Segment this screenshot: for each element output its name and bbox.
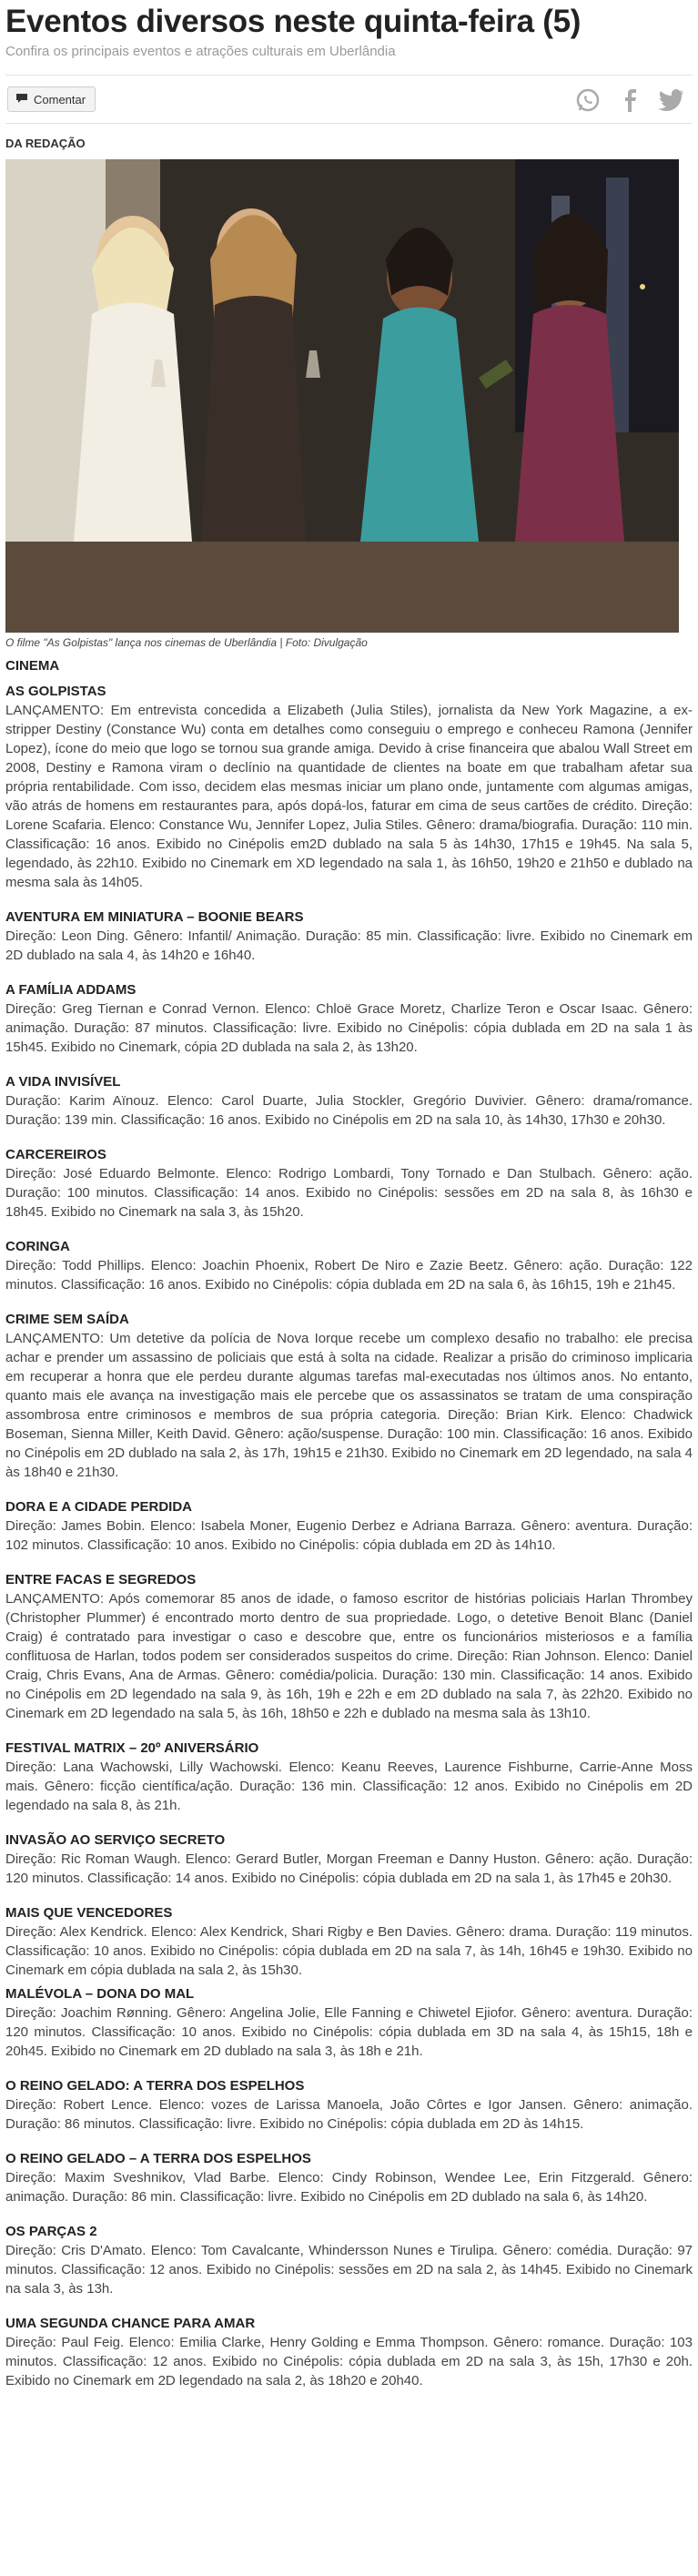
- movie-title: UMA SEGUNDA CHANCE PARA AMAR: [5, 2316, 256, 2331]
- movie-title: CARCEREIROS: [5, 1147, 106, 1162]
- movie-title: AS GOLPISTAS: [5, 684, 106, 699]
- movie-title: CRIME SEM SAÍDA: [5, 1312, 129, 1327]
- movie-description: Duração: Karim Aïnouz. Elenco: Carol Duarte, Julia Stockler, Gregório Duvivier. Gênero: drama/romance. Duração: 139 min. Classificação: 16 anos. Exibido no Cinépolis em 2D na sala 10, às 14h30, 17h30 e 20h30.: [5, 1093, 693, 1128]
- movie-entry: [5, 1985, 693, 2061]
- movie-entry: [5, 1311, 693, 1482]
- movie-description: Direção: Maxim Sveshnikov, Vlad Barbe. Elenco: Cindy Robinson, Wendee Lee, Erin Fitzgerald. Gênero: animação. Duração: 86 min. Classificação: livre. Exibido no Cinépolis em 2D dublado na sala 6, às 14h20.: [5, 2170, 693, 2205]
- movie-entry: [5, 1831, 693, 1888]
- movie-description: Direção: Cris D'Amato. Elenco: Tom Cavalcante, Whindersson Nunes e Tirulipa. Gênero: comédia. Duração: 97 minutos. Classificação: 12 anos. Exibido no Cinépolis: sessões em 2D na sala 2, às 14h45. Exibido no Cinemark na sala 3, às 13h.: [5, 2243, 693, 2297]
- movie-entry: [5, 908, 693, 965]
- movie-description: LANÇAMENTO: Um detetive da polícia de Nova Iorque recebe um complexo desafio no trabalho: ele precisa achar e prender um assassino de policiais que está à solta na cidade. Realizar a prisão do criminoso implicaria em recuperar a honra que ele perdeu durante algumas tarefas mal-executadas nos últimos anos. No entanto, quanto mais ele avança na investigação mais ele percebe que os assassinatos se tratam de uma conspiração assombrosa entre criminosos e membros de sua própria categoria. Direção: Brian Kirk. Elenco: Chadwick Boseman, Sienna Miller, Keith David. Gênero: ação/suspense. Duração: 100 min. Classificação: 16 anos. Exibido no Cinépolis em 2D dublado na sala 2, às 17h, 19h15 e 21h30. Exibido no Cinemark em 2D legendado, na sala 4 às 18h40 e 21h30.: [5, 1331, 693, 1480]
- movie-description: Direção: Paul Feig. Elenco: Emilia Clarke, Henry Golding e Emma Thompson. Gênero: romance. Duração: 103 minutos. Classificação: 12 anos. Exibido no Cinépolis: cópia dublada em 2D na sala 3, às 15h, 17h30 e 20h. Exibido no Cinemark em 2D legendado na sala 2, às 18h20 e 20h40.: [5, 2335, 693, 2388]
- section-title: CINEMA: [5, 658, 60, 674]
- movie-description: Direção: James Bobin. Elenco: Isabela Moner, Eugenio Derbez e Adriana Barraza. Gênero: aventura. Duração: 102 minutos. Classificação: 10 anos. Exibido no Cinépolis: cópia dublada em 2D às 14h10.: [5, 1518, 693, 1553]
- comment-icon: [15, 93, 28, 106]
- movie-title: FESTIVAL MATRIX – 20º ANIVERSÁRIO: [5, 1740, 259, 1756]
- movie-description: Direção: Ric Roman Waugh. Elenco: Gerard Butler, Morgan Freeman e Danny Huston. Gênero: ação. Duração: 120 minutos. Classificação: 14 anos. Exibido no Cinépolis: cópia dublada em 2D na sala 1, às 17h45 e 20h30.: [5, 1851, 693, 1886]
- movie-title: AVENTURA EM MINIATURA – BOONIE BEARS: [5, 909, 304, 925]
- movie-title: A FAMÍLIA ADDAMS: [5, 982, 137, 998]
- movie-title: MALÉVOLA – DONA DO MAL: [5, 1986, 195, 2002]
- share-buttons: [572, 86, 687, 115]
- movie-entry: [5, 2150, 693, 2206]
- facebook-icon[interactable]: [614, 86, 645, 115]
- movie-entry: [5, 2223, 693, 2298]
- movie-list: [5, 683, 693, 2390]
- movie-description: Direção: José Eduardo Belmonte. Elenco: Rodrigo Lombardi, Tony Tornado e Dan Stulbach. Gênero: ação. Duração: 100 minutos. Classificação: 14 anos. Exibido no Cinépolis: sessões em 2D na sala 8, às 16h30 e 18h45. Exibido no Cinemark na sala 3, às 15h20.: [5, 1166, 693, 1220]
- movie-description: Direção: Robert Lence. Elenco: vozes de Larissa Manoela, João Côrtes e Igor Jansen. Gênero: animação. Duração: 86 minutos. Classificação: livre. Exibido no Cinépolis: cópia dublada em 2D às 14h15.: [5, 2097, 693, 2132]
- movie-title: INVASÃO AO SERVIÇO SECRETO: [5, 1832, 226, 1848]
- movie-description: LANÇAMENTO: Em entrevista concedida a Elizabeth (Julia Stiles), jornalista da New York Magazine, a ex-stripper Destiny (Constance Wu) conta em detalhes como conseguiu o emprego e conheceu Ramona (Jennifer Lopez), ícone do meio que logo se tornou sua grande amiga. Devido à crise financeira que abalou Wall Street em 2008, Destiny e Ramona viram o declínio na quantidade de clientes na boate em que trabalham afetar sua própria rentabilidade. Com isso, decidem elas mesmas iniciar um plano onde, juntamente com algumas amigas, vão atrás de homens em restaurantes para, após dopá-los, faturar em cima de seus cartões de crédito. Direção: Lorene Scafaria. Elenco: Constance Wu, Jennifer Lopez, Julia Stiles. Gênero: drama/biografia. Duração: 110 min. Classificação: 16 anos. Exibido no Cinépolis em2D dublado na sala 5 às 14h30, 17h15 e 19h45. Na sala 5, legendado, às 22h10. Exibido no Cinemark em XD legendado na sala 1, às 16h50, 19h20 e 21h50 e dublado na mesma sala às 14h05.: [5, 703, 693, 890]
- movie-description: Direção: Leon Ding. Gênero: Infantil/ Animação. Duração: 85 min. Classificação: livre. Exibido no Cinemark em 2D dublado na sala 4, às 14h20 e 16h40.: [5, 928, 693, 963]
- article-toolbar: [5, 75, 693, 124]
- movie-entry: [5, 1498, 693, 1555]
- movie-title: O REINO GELADO – A TERRA DOS ESPELHOS: [5, 2151, 311, 2166]
- byline: DA REDAÇÃO: [5, 137, 86, 150]
- movie-entry: [5, 1146, 693, 1222]
- movie-description: Direção: Todd Phillips. Elenco: Joachin Phoenix, Robert De Niro e Zazie Beetz. Gênero: ação. Duração: 122 minutos. Classificação: 16 anos. Exibido no Cinépolis: cópia dublada em 2D na sala 6, às 16h15, 19h e 21h45.: [5, 1258, 693, 1293]
- whatsapp-icon[interactable]: [572, 86, 603, 115]
- movie-description: LANÇAMENTO: Após comemorar 85 anos de idade, o famoso escritor de histórias policiais Harlan Thrombey (Christopher Plummer) é encontrado morto dentro de sua propriedade. Logo, o detetive Benoit Blanc (Daniel Craig) é contratado para investigar o caso e descobre que, entre os funcionários misteriosos e a família conflituosa de Harlan, todos podem ser considerados suspeitos do crime. Direção: Rian Johnson. Elenco: Daniel Craig, Chris Evans, Ana de Armas. Gênero: comédia/policia. Duração: 130 min. Classificação: 14 anos. Exibido no Cinépolis em 2D legendado na sala 9, às 16h, 19h e 22h e em 2D dublado na sala 7, às 22h20. Exibido no Cinemark em 2D legendado na sala 5, às 16h, 18h50 e 22h e dublado na mesma sala às 13h10.: [5, 1591, 693, 1721]
- movie-entry: [5, 2315, 693, 2390]
- comment-label: Comentar: [34, 92, 86, 106]
- movie-entry: [5, 1904, 693, 1980]
- movie-title: DORA E A CIDADE PERDIDA: [5, 1499, 193, 1515]
- movie-description: Direção: Greg Tiernan e Conrad Vernon. Elenco: Chloë Grace Moretz, Charlize Teron e Oscar Isaac. Gênero: animação. Duração: 87 minutos. Classificação: livre. Exibido no Cinépolis: cópia dublada em 2D na sala 1 às 15h45. Exibido no Cinemark, cópia 2D dublada na sala 2, às 13h20.: [5, 1001, 693, 1055]
- photo-caption: O filme "As Golpistas" lança nos cinemas de Uberlândia | Foto: Divulgação: [5, 636, 368, 649]
- movie-entry: [5, 2077, 693, 2134]
- movie-description: Direção: Lana Wachowski, Lilly Wachowski. Elenco: Keanu Reeves, Laurence Fishburne, Carrie-Anne Moss mais. Gênero: ficção científica/ação. Duração: 136 min. Classificação: 12 anos. Exibido no Cinépolis em 2D legendado na sala 8, às 21h.: [5, 1760, 693, 1813]
- movie-title: O REINO GELADO: A TERRA DOS ESPELHOS: [5, 2078, 305, 2094]
- movie-entry: [5, 1571, 693, 1723]
- comment-button[interactable]: [7, 86, 96, 112]
- movie-title: MAIS QUE VENCEDORES: [5, 1905, 173, 1921]
- movie-title: A VIDA INVISÍVEL: [5, 1074, 121, 1090]
- movie-entry: [5, 1739, 693, 1815]
- article-title: Eventos diversos neste quinta-feira (5): [5, 4, 582, 39]
- movie-entry: [5, 683, 693, 892]
- movie-title: OS PARÇAS 2: [5, 2224, 97, 2239]
- movie-entry: [5, 981, 693, 1057]
- movie-description: Direção: Joachim Rønning. Gênero: Angelina Jolie, Elle Fanning e Chiwetel Ejiofor. Gênero: aventura. Duração: 120 minutos. Classificação: 10 anos. Exibido no Cinépolis: cópia dublada em 3D na sala 4, às 15h15, 18h e 20h45. Exibido no Cinemark em 2D dublado na sala 3, às 18h e 21h.: [5, 2005, 693, 2059]
- movie-title: CORINGA: [5, 1239, 70, 1254]
- article-subtitle: Confira os principais eventos e atrações culturais em Uberlândia: [5, 44, 396, 59]
- twitter-icon[interactable]: [656, 86, 687, 115]
- movie-description: Direção: Alex Kendrick. Elenco: Alex Kendrick, Shari Rigby e Ben Davies. Gênero: drama. Duração: 119 minutos. Classificação: 10 anos. Exibido no Cinépolis: cópia dublada em 2D na sala 7, às 14h, 16h45 e 19h30. Exibido no Cinemark em cópia dublada na sala 2, às 15h30.: [5, 1924, 693, 1978]
- movie-title: ENTRE FACAS E SEGREDOS: [5, 1572, 197, 1587]
- movie-entry: [5, 1238, 693, 1294]
- movie-entry: [5, 1073, 693, 1130]
- article-photo: [5, 159, 679, 633]
- movie-still-image: [5, 159, 679, 633]
